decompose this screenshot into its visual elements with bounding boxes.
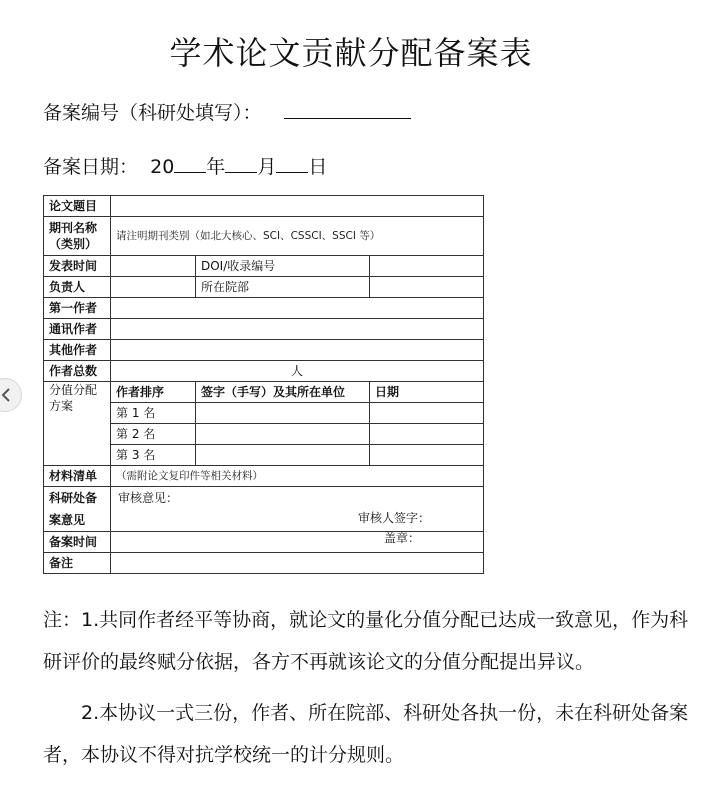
paper-title-label: 论文题目: [44, 196, 111, 217]
journal-field[interactable]: 请注明期刊类别（如北大核心、SCI、CSSCI、SSCI 等）: [111, 217, 484, 256]
seal-label: 盖章：: [384, 531, 421, 545]
filing-form-table: [43, 195, 484, 574]
table-row: [44, 196, 484, 217]
table-row: [44, 340, 484, 361]
filing-number-label: 备案编号（科研处填写）：: [43, 102, 262, 124]
rank-2-sign[interactable]: [196, 424, 370, 445]
lead-label: 负责人: [44, 277, 111, 298]
note-1: 注：1.共同作者经平等协商，就论文的量化分值分配已达成一致意见，作为科研评价的最终赋分依据，各方不再就该论文的分值分配提出异议。: [43, 609, 689, 673]
table-row: [44, 298, 484, 319]
filing-number-line: [43, 98, 411, 125]
sign-header: 签字（手写）及其所在单位: [196, 382, 370, 403]
review-opinion-label: 审核意见：: [118, 491, 179, 505]
filing-date-line: [43, 152, 327, 179]
remarks-label: 备注: [44, 553, 111, 574]
corresponding-author-label: 通讯作者: [44, 319, 111, 340]
journal-label: 期刊名称（类别）: [44, 217, 111, 256]
table-row: [44, 217, 484, 256]
day-blank: [276, 154, 308, 173]
materials-field[interactable]: （需附论文复印件等相关材料）: [111, 466, 484, 487]
pub-time-field[interactable]: [111, 256, 196, 277]
first-author-label: 第一作者: [44, 298, 111, 319]
chevron-left-icon: [1, 388, 11, 402]
rank-2: 第 2 名: [111, 424, 196, 445]
author-total-field[interactable]: [111, 361, 484, 382]
date-header: 日期: [370, 382, 484, 403]
first-author-field[interactable]: [111, 298, 484, 319]
month-unit: 月: [257, 156, 277, 178]
filing-date-label: 备案日期：: [43, 156, 139, 178]
other-authors-field[interactable]: [111, 340, 484, 361]
table-row: [44, 256, 484, 277]
other-authors-label: 其他作者: [44, 340, 111, 361]
corresponding-author-field[interactable]: [111, 319, 484, 340]
table-row: [44, 361, 484, 382]
dept-field[interactable]: [370, 277, 484, 298]
table-row: [44, 277, 484, 298]
rank-3: 第 3 名: [111, 445, 196, 466]
rank-3-sign[interactable]: [196, 445, 370, 466]
filing-time-label: 备案时间: [44, 532, 111, 553]
doi-field[interactable]: [370, 256, 484, 277]
year-blank: [174, 154, 206, 173]
year-unit: 年: [206, 156, 226, 178]
review-field[interactable]: [111, 487, 484, 545]
day-unit: 日: [308, 156, 328, 178]
remarks-field[interactable]: [111, 553, 484, 574]
table-row: [44, 487, 484, 532]
author-total-label: 作者总数: [44, 361, 111, 382]
pub-time-label: 发表时间: [44, 256, 111, 277]
table-row: [44, 553, 484, 574]
rank-1-sign[interactable]: [196, 403, 370, 424]
rank-3-date[interactable]: [370, 445, 484, 466]
materials-label: 材料清单: [44, 466, 111, 487]
doi-label: DOI/收录编号: [196, 256, 370, 277]
rank-header: 作者排序: [111, 382, 196, 403]
reviewer-sign-label: 审核人签字：: [358, 511, 431, 525]
month-blank: [225, 154, 257, 173]
review-label: 科研处备案意见: [44, 487, 111, 532]
lead-field[interactable]: [111, 277, 196, 298]
dept-label: 所在院部: [196, 277, 370, 298]
rank-1: 第 1 名: [111, 403, 196, 424]
rank-1-date[interactable]: [370, 403, 484, 424]
year-prefix: 20: [150, 156, 175, 178]
person-unit: 人: [291, 364, 304, 378]
paper-title-field[interactable]: [111, 196, 484, 217]
note-2: 2.本协议一式三份，作者、所在院部、科研处各执一份，未在科研处备案者，本协议不得对抗学校统一的计分规则。: [43, 702, 689, 766]
previous-page-button[interactable]: [0, 378, 22, 412]
rank-2-date[interactable]: [370, 424, 484, 445]
filing-time-field[interactable]: [111, 532, 484, 553]
allocation-label: 分值分配方案: [44, 382, 111, 466]
filing-number-blank: [284, 100, 411, 119]
page-title: 学术论文贡献分配备案表: [169, 34, 533, 72]
table-row: [44, 382, 484, 403]
table-row: [44, 319, 484, 340]
table-row: [44, 466, 484, 487]
